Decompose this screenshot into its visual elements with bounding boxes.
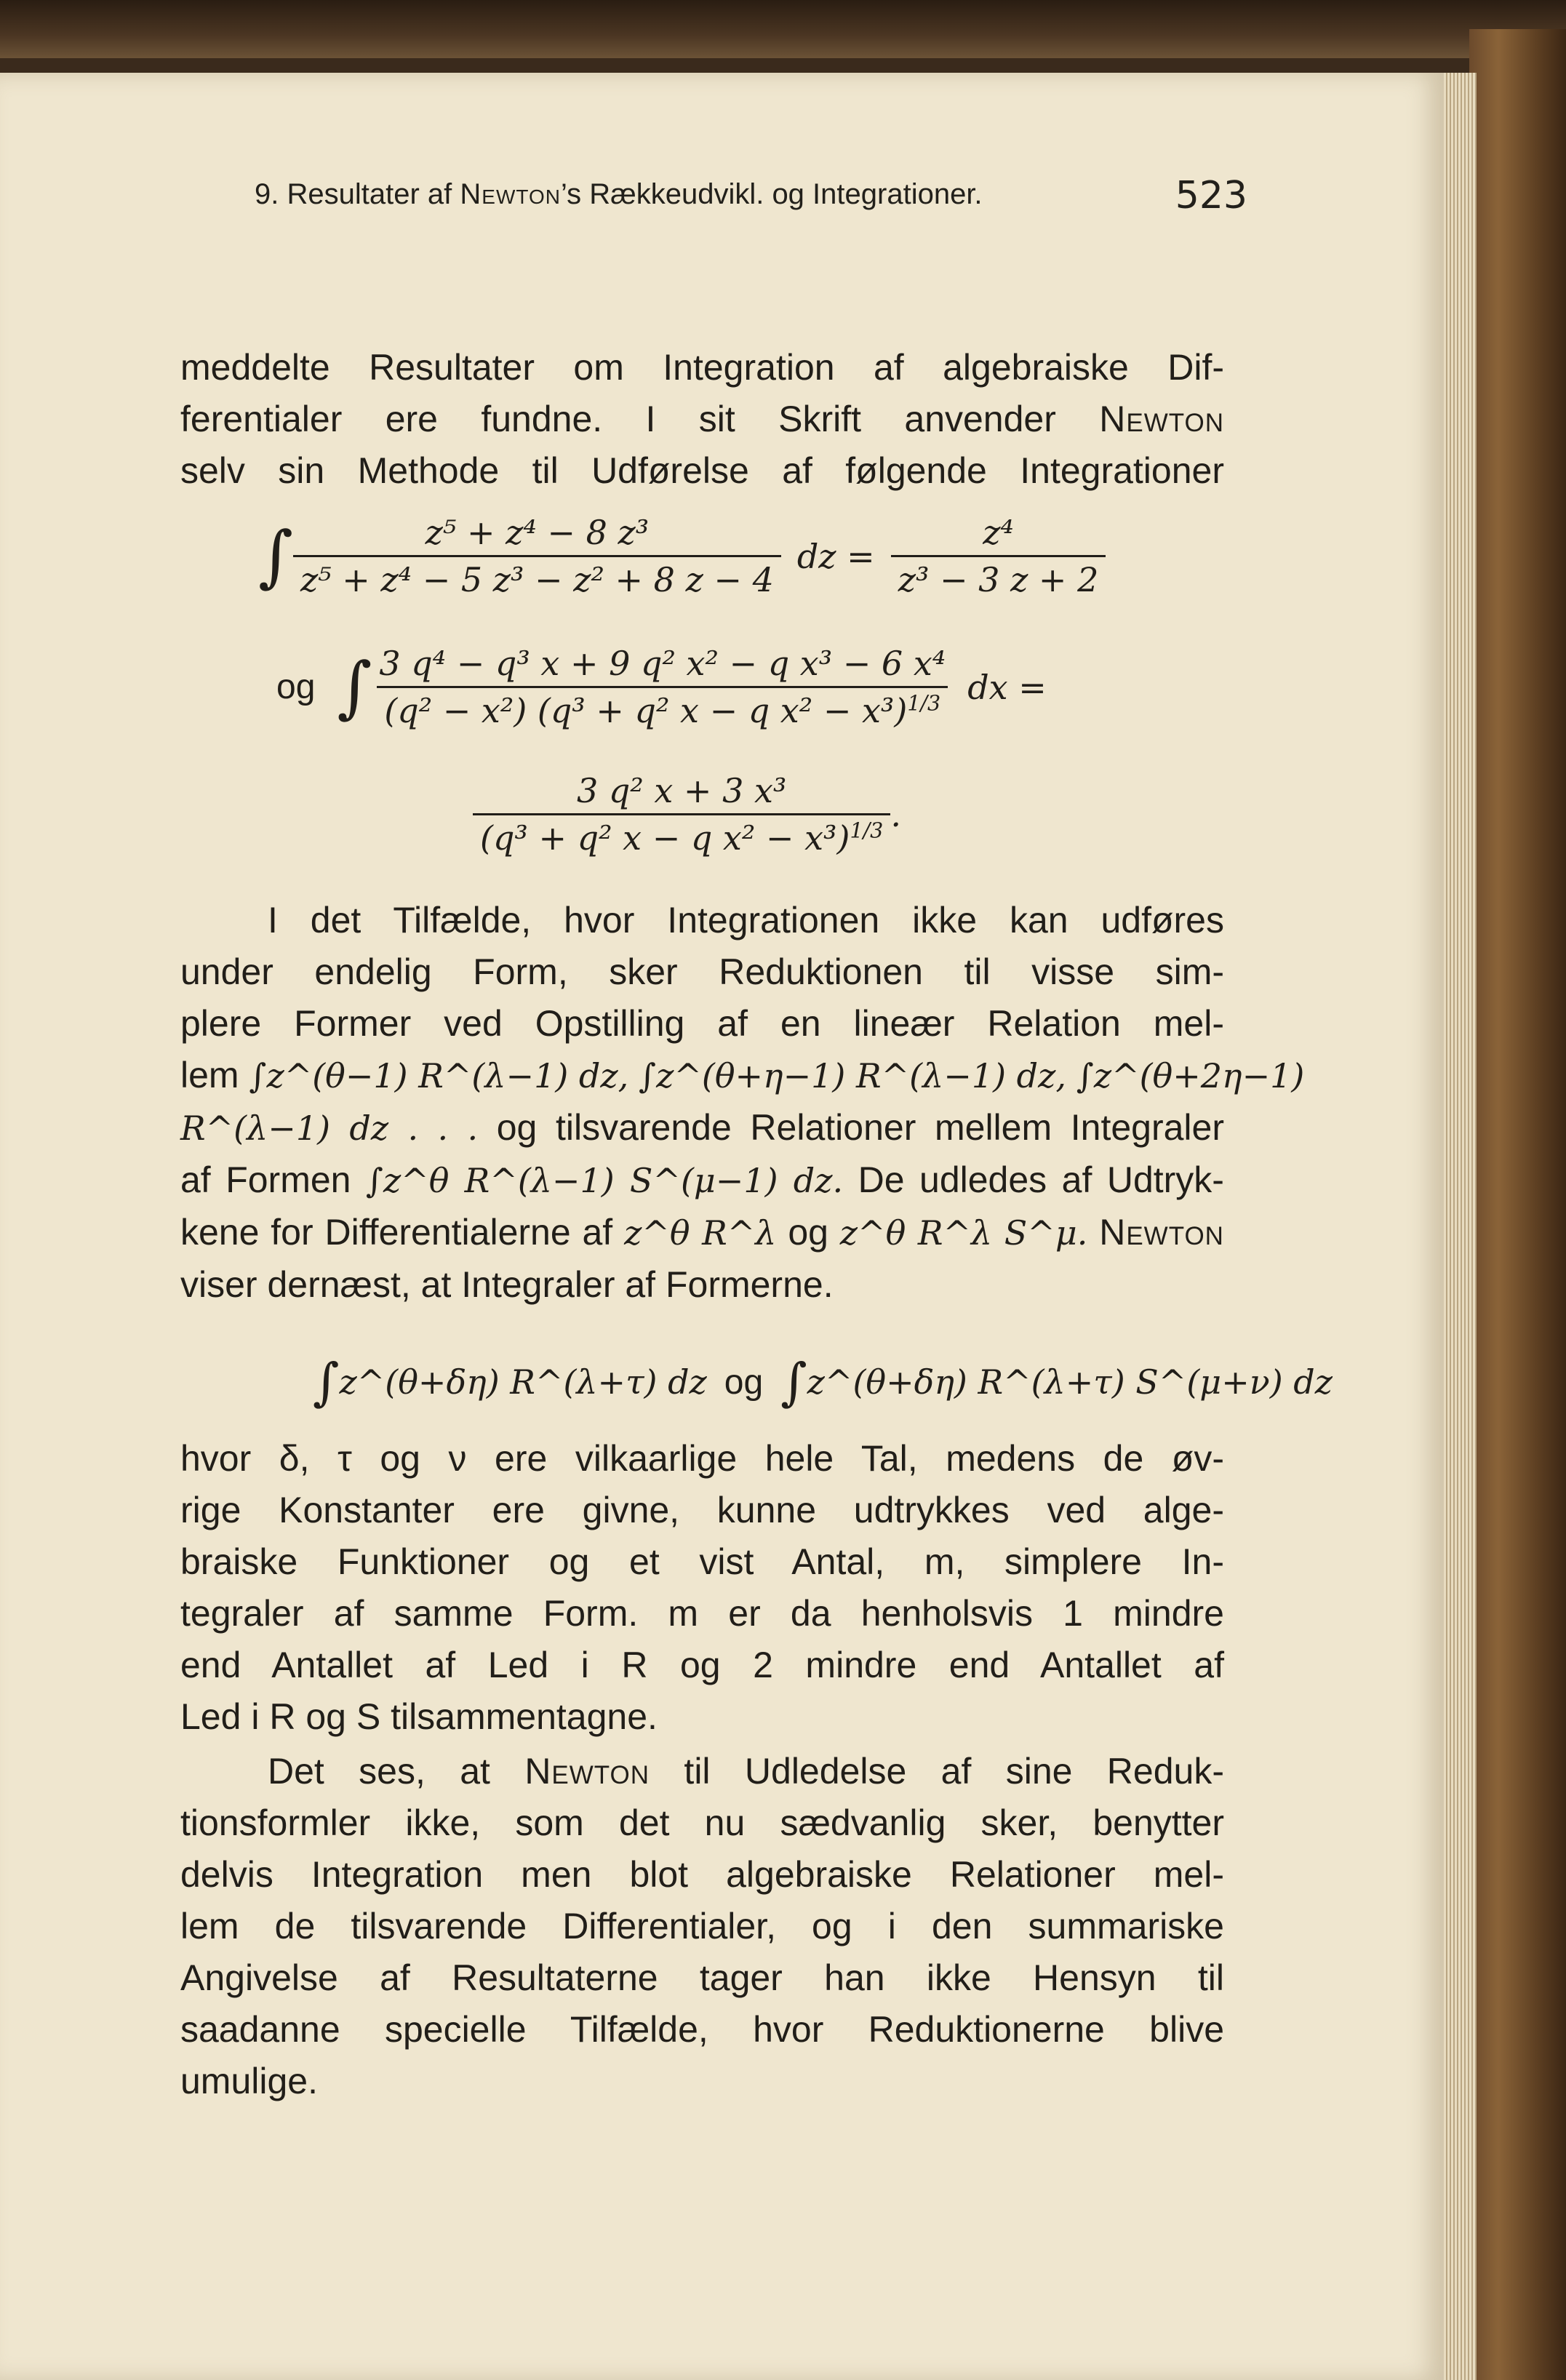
exponent: 1/3 — [850, 818, 884, 843]
text-line: braiske Funktioner og et vist Antal, m, simplere In- — [180, 1541, 1224, 1582]
numerator: 3 q² x + 3 x³ — [576, 771, 787, 810]
integral-sign: ∫ — [313, 1352, 340, 1412]
text-line: Angivelse af Resultaterne tager han ikke Hensyn til — [180, 1957, 1224, 1998]
text-line: ferentialer ere fundne. I sit Skrift anvender Newton — [180, 399, 1224, 439]
word-og: og — [276, 668, 316, 706]
numerator: 3 q⁴ − q³ x + 9 q² x² − q x³ − 6 x⁴ — [379, 644, 946, 683]
text-line: lem de tilsvarende Differentialer, og i den summariske — [180, 1906, 1224, 1946]
header-prefix: 9. Resultater af — [255, 178, 460, 210]
text-line: tionsformler ikke, som det nu sædvanlig sker, benytter — [180, 1802, 1224, 1843]
integral-expr: z^(θ+δη) R^(λ+τ) S^(μ+ν) dz — [807, 1362, 1333, 1402]
numerator: z⁴ — [983, 513, 1014, 552]
integral-expr: ∫z^θ R^(λ−1) S^(μ−1) dz. — [365, 1161, 844, 1200]
fraction — [891, 513, 1106, 599]
paragraph-3 — [180, 1433, 1224, 1743]
page-number: 523 — [1175, 174, 1247, 217]
differential: dz = — [796, 536, 875, 576]
text-line: end Antallet af Led i R og 2 mindre end Antallet af — [180, 1645, 1224, 1685]
running-head — [255, 174, 1247, 217]
text-line: rige Konstanter ere givne, kunne udtrykkes ved alge- — [180, 1490, 1224, 1530]
denominator: (q² − x²) (q³ + q² x − q x² − x³)$^{1/3}$ — [377, 686, 948, 730]
numerator: z⁵ + z⁴ − 8 z³ — [425, 513, 650, 552]
integral-sign: ∫ — [258, 516, 293, 595]
paragraph-2 — [180, 895, 1305, 1311]
text-line: R^(λ−1) dz . . . og tilsvarende Relationer mellem Integraler — [180, 1107, 1224, 1148]
text-line: Det ses, at Newton til Udledelse af sine Reduk- — [268, 1751, 1224, 1792]
paragraph-4 — [180, 1746, 1224, 2107]
paragraph-1 — [180, 342, 1224, 497]
integral-expr: ∫z^(θ+η−1) R^(λ−1) dz, — [639, 1056, 1066, 1095]
text-line: kene for Differentialerne af z^θ R^λ og z^θ R^λ S^μ. Newton — [180, 1212, 1224, 1253]
text-line: Led i R og S tilsammentagne. — [180, 1696, 658, 1737]
denominator: z³ − 3 z + 2 — [891, 555, 1106, 599]
integral-sign: ∫ — [780, 1352, 807, 1412]
exponent: 1/3 — [907, 691, 941, 716]
text-line: selv sin Methode til Udførelse af følgende Integrationer — [180, 450, 1224, 491]
fraction — [293, 513, 781, 599]
denominator: z⁵ + z⁴ − 5 z³ − z² + 8 z − 4 — [293, 555, 781, 599]
author-name: Newton — [1099, 399, 1224, 439]
page-edges — [1440, 73, 1477, 2380]
text-line: delvis Integration men blot algebraiske Relationer mel- — [180, 1854, 1224, 1895]
equation-1 — [258, 513, 1106, 599]
text-line: saadanne specielle Tilfælde, hvor Reduktionerne blive — [180, 2009, 1224, 2050]
differential: dx = — [967, 667, 1047, 707]
author-name: Newton — [524, 1751, 650, 1792]
text-line: tegraler af samme Form. m er da henholsvis 1 mindre — [180, 1593, 1224, 1634]
text-line: plere Former ved Opstilling af en lineær Relation mel- — [180, 1003, 1224, 1044]
denominator: (q³ + q² x − q x² − x³)$^{1/3}$ — [473, 813, 890, 858]
text-line: viser dernæst, at Integraler af Formerne. — [180, 1264, 834, 1305]
book-cover-top — [0, 0, 1566, 58]
integral-sign: ∫ — [337, 647, 372, 726]
text-line: lem ∫z^(θ−1) R^(λ−1) dz, ∫z^(θ+η−1) R^(λ−1) dz, ∫z^(θ+2η−1) — [180, 1055, 1305, 1095]
text-line: meddelte Resultater om Integration af algebraiske Dif- — [180, 347, 1224, 388]
equation-2-rhs: $\frac{\text{3 q² x + 3 x³}}{(q^3 + q^2 x - q x^2 - x^3)^{1/3}}$ . — [473, 771, 901, 858]
header-suffix: ’s Rækkeudvikl. og Integrationer. — [560, 178, 983, 210]
fraction — [473, 771, 890, 858]
integral-expr: ∫z^(θ+2η−1) — [1076, 1056, 1305, 1095]
text-line: umulige. — [180, 2061, 318, 2101]
integral-expr: z^(θ+δη) R^(λ+τ) dz — [339, 1362, 707, 1402]
fraction — [372, 644, 953, 730]
text-line: hvor δ, τ og ν ere vilkaarlige hele Tal, medens de øv- — [180, 1438, 1224, 1479]
text-line: I det Tilfælde, hvor Integrationen ikke kan udføres — [268, 900, 1224, 941]
integral-expr: ∫z^(θ−1) R^(λ−1) dz, — [249, 1056, 629, 1095]
word-og: og — [724, 1362, 764, 1402]
equation-2 — [276, 644, 1047, 730]
author-name: Newton — [1099, 1212, 1224, 1253]
text-line: under endelig Form, sker Reduktionen til visse sim- — [180, 951, 1224, 992]
text-line: af Formen ∫z^θ R^(λ−1) S^(μ−1) dz. De udledes af Udtryk- — [180, 1159, 1224, 1200]
book-cover-edge — [1469, 29, 1566, 2380]
header-name: Newton — [460, 178, 561, 210]
equation-3 — [313, 1352, 1333, 1412]
